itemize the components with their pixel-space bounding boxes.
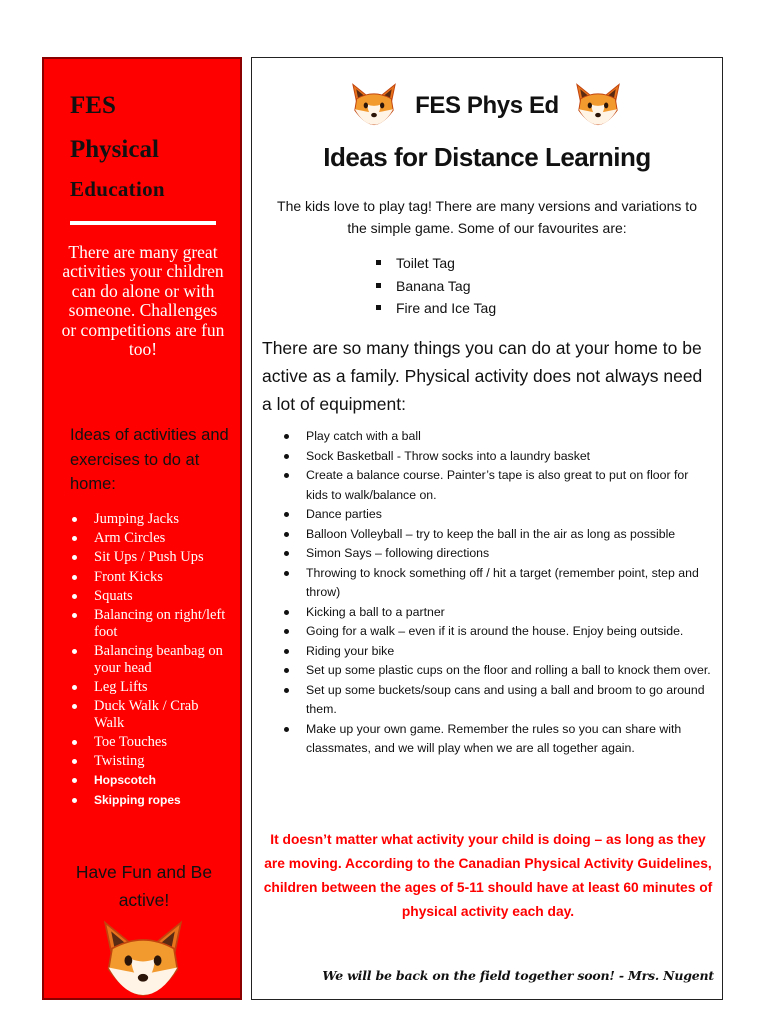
bullet-marker (72, 555, 77, 560)
page-title: FES Phys Ed (415, 92, 559, 119)
sidebar-activity-item (70, 588, 230, 605)
home-activity-item-label: Play catch with a ball (306, 429, 421, 443)
home-activity-item (282, 525, 712, 545)
home-activity-item (282, 661, 712, 681)
home-activity-item (282, 447, 712, 467)
sidebar-activity-item (70, 734, 230, 751)
tag-game-item-label: Banana Tag (396, 277, 471, 294)
fox-face-icon (100, 919, 186, 997)
sidebar-activity-item (70, 530, 230, 547)
home-activity-item-label: Riding your bike (306, 643, 395, 658)
home-activity-list (282, 427, 712, 759)
sidebar-activity-item-label: Skipping ropes (94, 792, 181, 807)
fox-face-icon (574, 82, 622, 126)
sidebar-activity-item (70, 607, 230, 641)
home-activity-item (282, 564, 712, 603)
sidebar-activity-item-label: Balancing beanbag on your head (94, 642, 223, 676)
bullet-marker (72, 517, 77, 522)
tag-game-item (374, 275, 496, 298)
sidebar-activity-item-label: Toe Touches (94, 734, 168, 751)
sidebar-closing-text: Have Fun and Be active! (75, 862, 213, 910)
bullet-marker (284, 629, 289, 634)
tag-intro-text: The kids love to play tag! There are many versions and variations to the simple game. Some of our favourites are: (277, 198, 697, 236)
sidebar-activity-item-label: Sit Ups / Push Ups (94, 549, 204, 566)
guideline-note: It doesn’t matter what activity your child is doing – as long as they are moving. According to the Canadian Physical Activity Guidelines, children between the ages of 5-11 should have at least 60 minutes of physical activity each day. (263, 832, 713, 919)
sidebar-activity-item-label: Squats (94, 587, 133, 604)
sidebar-panel (42, 57, 242, 1000)
bullet-marker (284, 454, 289, 459)
home-activity-item-label: Set up some plastic cups on the floor and rolling a ball to knock them over. (306, 663, 711, 677)
sidebar-activity-item-label: Duck Walk / Crab Walk (94, 698, 199, 731)
bullet-marker (284, 668, 289, 673)
home-activity-item-label: Make up your own game. Remember the rules so you can share with classmates, and we will play when we are all together again. (306, 721, 682, 755)
sidebar-activity-item-label: Leg Lifts (94, 678, 148, 695)
bullet-marker (72, 759, 77, 764)
sidebar-activity-item-label: Arm Circles (94, 530, 166, 547)
home-activity-item (282, 642, 712, 662)
home-activity-item-label: Going for a walk – even if it is around the house. Enjoy being outside. (306, 624, 684, 638)
bullet-marker (376, 305, 381, 310)
sidebar-intro-text: There are many great activities your children can do alone or with someone. Challenges or competitions are fun too! (61, 242, 225, 360)
sidebar-title-physical: Physical (70, 136, 159, 163)
bullet-marker (284, 473, 289, 478)
page-subtitle: Ideas for Distance Learning (323, 142, 651, 172)
bullet-marker (284, 571, 289, 576)
sidebar-activity-item (70, 679, 230, 696)
home-activity-item-label: Set up some buckets/soup cans and using a ball and broom to go around them. (306, 682, 705, 716)
signoff-text: We will be back on the field together soon! - Mrs. Nugent (322, 968, 714, 983)
bullet-marker (72, 575, 77, 580)
tag-game-item (374, 252, 496, 275)
sidebar-title-education: Education (70, 177, 165, 201)
sidebar-ideas-heading: Ideas of activities and exercises to do at home: (70, 426, 229, 493)
sidebar-activity-item-label: Hopscotch (94, 773, 157, 788)
home-activity-item-label: Dance parties (306, 507, 382, 521)
bullet-marker (72, 685, 77, 690)
home-activity-item-label: Balloon Volleyball – try to keep the ball in the air as long as possible (306, 526, 676, 541)
bullet-marker (284, 551, 289, 556)
home-activity-item-label: Simon Says – following directions (306, 546, 490, 560)
sidebar-activity-item-label: Twisting (94, 753, 145, 770)
sidebar-activity-item-label: Balancing on right/left foot (94, 606, 226, 640)
bullet-marker (284, 649, 289, 654)
sidebar-title-school: FES (70, 92, 116, 119)
sidebar-activity-item (70, 549, 230, 566)
bullet-marker (72, 798, 77, 803)
bullet-marker (284, 688, 289, 693)
home-activity-item (282, 544, 712, 564)
sidebar-activity-list (70, 511, 230, 811)
bullet-marker (72, 778, 77, 783)
bullet-marker (72, 536, 77, 541)
bullet-marker (376, 260, 381, 265)
title-row (252, 82, 722, 126)
home-activity-paragraph: There are so many things you can do at your home to be active as a family. Physical activity does not always need a lot of equipment: (262, 338, 703, 414)
bullet-marker (72, 740, 77, 745)
bullet-marker (72, 649, 77, 654)
tag-game-item (374, 297, 496, 320)
sidebar-activity-item (70, 753, 230, 770)
bullet-marker (284, 512, 289, 517)
home-activity-item (282, 603, 712, 623)
home-activity-item (282, 466, 712, 505)
bullet-marker (376, 283, 381, 288)
sidebar-activity-item (70, 772, 230, 788)
main-panel (251, 57, 723, 1000)
tag-game-item-label: Toilet Tag (396, 255, 455, 271)
bullet-marker (72, 594, 77, 599)
home-activity-item (282, 681, 712, 720)
sidebar-activity-item (70, 792, 230, 808)
home-activity-item (282, 622, 712, 642)
bullet-marker (72, 613, 77, 618)
bullet-marker (284, 532, 289, 537)
bullet-marker (284, 727, 289, 732)
tag-game-item-label: Fire and Ice Tag (396, 300, 497, 316)
bullet-marker (284, 610, 289, 615)
home-activity-item-label: Throwing to knock something off / hit a target (remember point, step and throw) (306, 565, 699, 599)
sidebar-activity-item-label: Front Kicks (94, 568, 163, 585)
bullet-marker (284, 434, 289, 439)
sidebar-activity-item (70, 511, 230, 528)
tag-games-list (374, 252, 496, 320)
sidebar-activity-item (70, 569, 230, 586)
bullet-marker (72, 704, 77, 709)
sidebar-divider (70, 221, 216, 225)
fox-face-icon (350, 82, 398, 126)
home-activity-item-label: Create a balance course. Painter’s tape is also great to put on floor for kids to walk/balance on. (306, 468, 689, 502)
home-activity-item (282, 427, 712, 447)
sidebar-activity-item (70, 643, 230, 677)
sidebar-activity-item-label: Jumping Jacks (94, 511, 179, 527)
home-activity-item-label: Sock Basketball - Throw socks into a laundry basket (306, 448, 591, 463)
home-activity-item (282, 505, 712, 525)
home-activity-item-label: Kicking a ball to a partner (306, 604, 445, 619)
sidebar-activity-item (70, 698, 230, 732)
home-activity-item (282, 720, 712, 759)
